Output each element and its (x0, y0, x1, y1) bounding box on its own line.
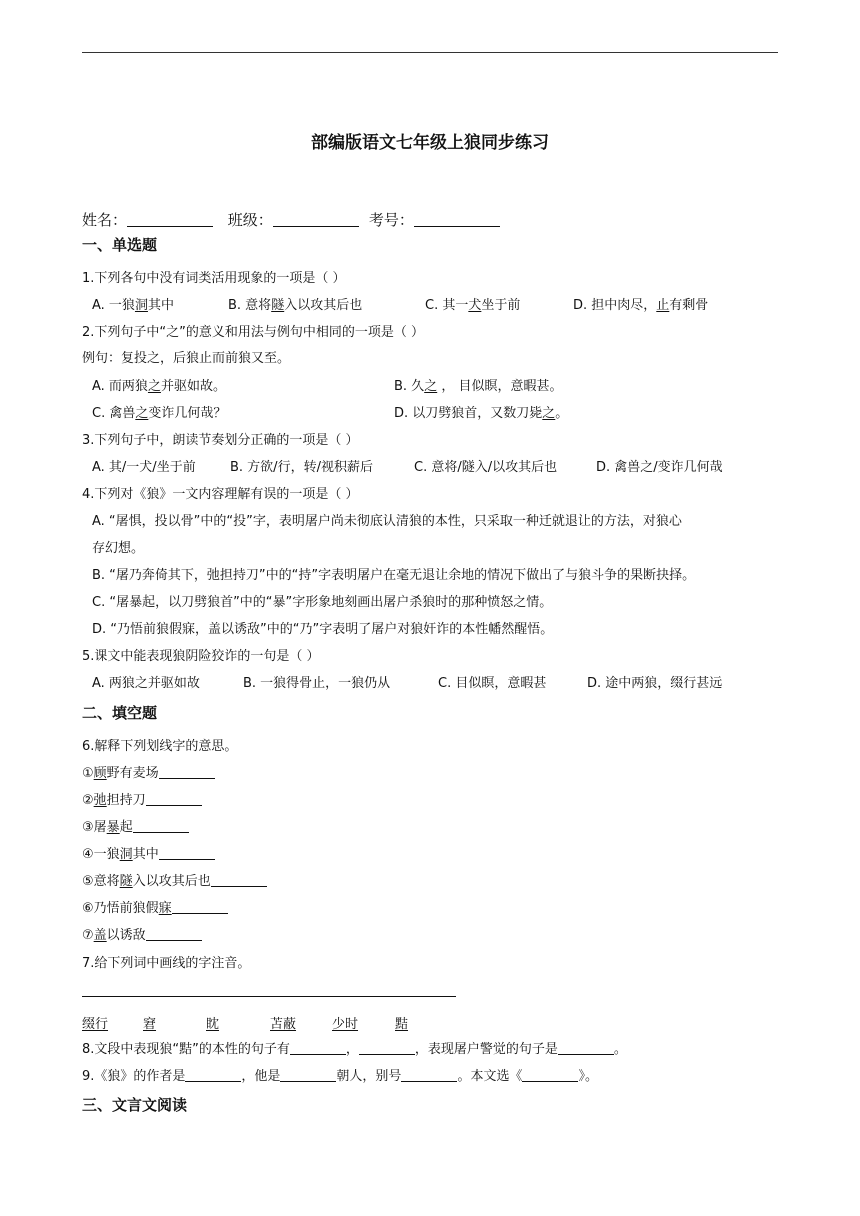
class-blank[interactable] (273, 212, 359, 227)
q9-blank-3[interactable] (401, 1069, 457, 1082)
q6-blank-3[interactable] (133, 820, 189, 833)
q9-blank-1[interactable] (185, 1069, 241, 1082)
q8-blank-2[interactable] (359, 1042, 415, 1055)
q2-example: 例句：复投之，后狼止而前狼又至。 (82, 351, 291, 366)
q4-option-b: B. “屠乃奔倚其下，弛担持刀”中的“持”字表明屠户在毫无退让余地的情况下做出了与狼斗争的果断抉择。 (92, 568, 696, 583)
q1-stem: 1.下列各句中没有词类活用现象的一项是（ ） (82, 271, 346, 286)
q6-stem: 6.解释下列划线字的意思。 (82, 739, 238, 754)
q2-option-d: D. 以刀劈狼首，又数刀毙之。 (394, 406, 569, 421)
q8-blank-1[interactable] (290, 1042, 346, 1055)
section-heading-single-choice: 一、单选题 (82, 236, 158, 254)
q7-answer-blanks[interactable] (82, 996, 456, 997)
q7-word: 缀行 (82, 1017, 109, 1032)
q9-line: 9.《狼》的作者是 ，他是 朝人，别号 。本文选《 》。 (82, 1069, 598, 1084)
q7-word: 少时 (332, 1017, 359, 1032)
q5-stem: 5.课文中能表现狼阴险狡诈的一句是（ ） (82, 649, 320, 664)
q3-stem: 3.下列句子中，朗读节奏划分正确的一项是（ ） (82, 433, 359, 448)
q5-option-c: C. 目似瞑，意暇甚 (438, 676, 547, 691)
q7-word: 黠 (395, 1017, 409, 1032)
q6-item-5: ⑤意将隧入以攻其后也 (82, 873, 267, 891)
q9-blank-2[interactable] (280, 1069, 336, 1082)
q4-stem: 4.下列对《狼》一文内容理解有误的一项是（ ） (82, 487, 359, 502)
q6-item-6: ⑥乃悟前狼假寐 (82, 900, 228, 918)
name-label: 姓名： (82, 211, 128, 229)
q7-word: 苫蔽 (270, 1017, 297, 1032)
q6-blank-6[interactable] (172, 901, 228, 914)
q4-option-a-cont: 存幻想。 (92, 541, 145, 556)
student-info-row (82, 209, 510, 230)
q6-blank-1[interactable] (159, 766, 215, 779)
q5-option-b: B. 一狼得骨止，一狼仍从 (243, 676, 391, 691)
q7-stem: 7.给下列词中画线的字注音。 (82, 956, 251, 971)
section-heading-classical-reading: 三、文言文阅读 (82, 1096, 188, 1114)
q7-word: 窘 (143, 1017, 157, 1032)
q2-stem: 2.下列句子中“之”的意义和用法与例句中相同的一项是（ ） (82, 325, 425, 340)
q3-option-c: C. 意将/隧入/以攻其后也 (414, 460, 558, 475)
q6-item-2: ②弛担持刀 (82, 792, 202, 810)
q1-option-a: A. 一狼洞其中 (92, 298, 174, 313)
q6-item-7: ⑦盖以诱敌 (82, 927, 202, 945)
q1-option-c: C. 其一犬坐于前 (425, 298, 521, 313)
q2-option-a: A. 而两狼之并驱如故。 (92, 379, 226, 394)
q3-option-d: D. 禽兽之/变诈几何哉 (596, 460, 723, 475)
q4-option-d: D. “乃悟前狼假寐，盖以诱敌”中的“乃”字表明了屠户对狼奸诈的本性幡然醒悟。 (92, 622, 554, 637)
q6-blank-4[interactable] (159, 847, 215, 860)
q6-item-3: ③屠暴起 (82, 819, 189, 837)
id-blank[interactable] (414, 212, 500, 227)
class-label: 班级： (227, 211, 273, 229)
q6-blank-2[interactable] (146, 793, 202, 806)
header-rule (82, 52, 778, 53)
q4-option-a: A. “屠惧，投以骨”中的“投”字，表明屠户尚未彻底认清狼的本性，只采取一种迁就退让的方法，对狼心 (92, 514, 682, 529)
q9-blank-4[interactable] (522, 1069, 578, 1082)
q5-option-d: D. 途中两狼，缀行甚远 (587, 676, 723, 691)
q3-option-a: A. 其/一犬/坐于前 (92, 460, 196, 475)
q6-blank-5[interactable] (211, 874, 267, 887)
name-blank[interactable] (127, 212, 213, 227)
id-label: 考号： (368, 211, 414, 229)
q4-option-c: C. “屠暴起，以刀劈狼首”中的“暴”字形象地刻画出屠户杀狼时的那种愤怒之情。 (92, 595, 553, 610)
section-heading-fill-in: 二、填空题 (82, 704, 158, 722)
q6-item-4: ④一狼洞其中 (82, 846, 215, 864)
q6-blank-7[interactable] (146, 928, 202, 941)
q5-option-a: A. 两狼之并驱如故 (92, 676, 200, 691)
q1-option-d: D. 担中肉尽，止有剩骨 (573, 298, 709, 313)
q2-option-c: C. 禽兽之变诈几何哉？ (92, 406, 227, 421)
page-title: 部编版语文七年级上狼同步练习 (311, 133, 549, 153)
q1-option-b: B. 意将隧入以攻其后也 (228, 298, 363, 313)
q7-word: 眈 (206, 1017, 220, 1032)
q6-item-1: ①顾野有麦场 (82, 765, 215, 783)
q8-blank-3[interactable] (558, 1042, 614, 1055)
q2-option-b: B. 久之 ， 目似瞑，意暇甚。 (394, 379, 563, 394)
q8-line: 8.文段中表现狼“黠”的本性的句子有 ， ，表现屠户警觉的句子是 。 (82, 1042, 627, 1057)
q3-option-b: B. 方欲/行，转/视积薪后 (230, 460, 373, 475)
